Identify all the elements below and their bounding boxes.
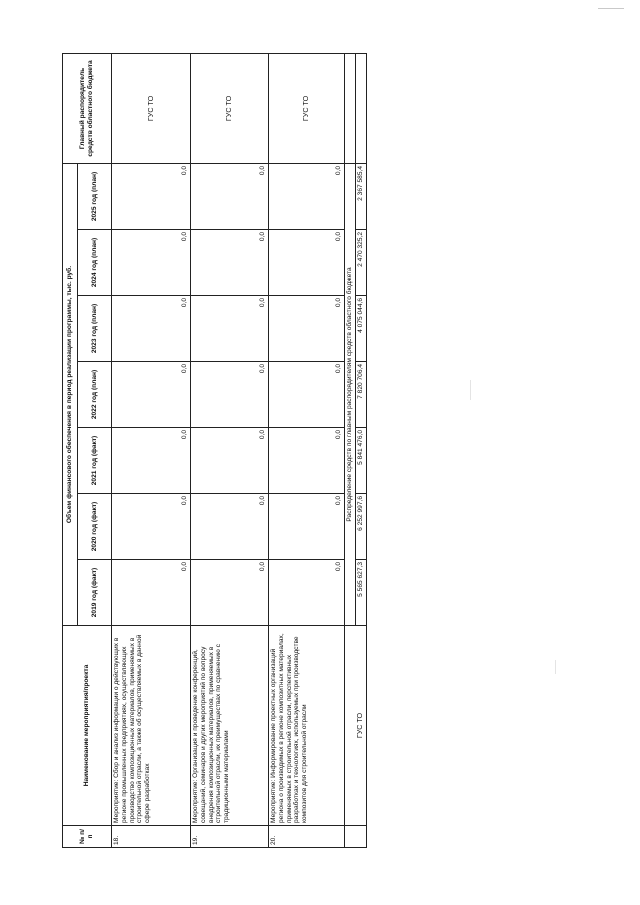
total-label: ГУС ТО: [355, 626, 366, 826]
header-finance-group: Объем финансового обеспечения в период реализации программы, тыс. руб.: [63, 163, 78, 625]
scan-mark: [470, 380, 471, 400]
row-value: 0,0: [269, 494, 345, 560]
total-value: 6 252 997,6: [355, 494, 366, 560]
header-manager: Главный распорядитель средств областного бюджета: [63, 53, 112, 163]
row-value: 0,0: [269, 428, 345, 494]
row-value: 0,0: [112, 494, 191, 560]
row-value: 0,0: [269, 230, 345, 296]
total-value: 7 820 706,4: [355, 362, 366, 428]
row-manager: ГУС ТО: [112, 53, 191, 163]
row-value: 0,0: [191, 362, 269, 428]
row-value: 0,0: [269, 362, 345, 428]
row-value: 0,0: [191, 494, 269, 560]
total-value: 5 841 476,0: [355, 428, 366, 494]
header-year: 2022 год (план): [78, 362, 112, 428]
row-value: 0,0: [112, 560, 191, 626]
row-value: 0,0: [112, 296, 191, 362]
row-value: 0,0: [112, 362, 191, 428]
row-value: 0,0: [269, 296, 345, 362]
row-value: 0,0: [191, 560, 269, 626]
header-year: 2024 год (план): [78, 230, 112, 296]
row-name: Мероприятие: Сбор и анализ информации о действующих в регионе промышленных предприятиях, осуществляющих производство композиционных материалов, применяемых в строительной отрасли, а также об осуществляемых в данной сфере разработках: [112, 626, 191, 826]
empty-cell: [355, 826, 366, 848]
scan-mark: [598, 8, 624, 9]
row-value: 0,0: [191, 296, 269, 362]
header-year: 2019 год (факт): [78, 560, 112, 626]
row-value: 0,0: [112, 163, 191, 229]
empty-cell: [345, 626, 356, 826]
header-year: 2020 год (факт): [78, 494, 112, 560]
row-number: 18.: [112, 826, 191, 848]
table-row: [191, 53, 269, 847]
total-value: 2 470 325,2: [355, 230, 366, 296]
empty-cell: [345, 826, 356, 848]
scan-mark: [555, 660, 556, 674]
row-manager: ГУС ТО: [191, 53, 269, 163]
row-number: 19.: [191, 826, 269, 848]
empty-cell: [355, 53, 366, 163]
row-value: 0,0: [112, 428, 191, 494]
header-name: Наименование мероприятия/проекта: [63, 626, 112, 826]
total-value: 4 075 044,6: [355, 296, 366, 362]
distribution-row: [345, 53, 356, 847]
row-name: Мероприятие: Организация и проведение конференций, совещаний, семинаров и других мероприятий по вопросу внедрения композиционных материалов, применяемых в строительной отрасли, их преимуществах по сравнению с традиционными материалами: [191, 626, 269, 826]
distribution-label: Распределение средств по главным распорядителям средств областного бюджета: [345, 163, 356, 625]
total-value: 2 367 585,4: [355, 163, 366, 229]
total-row: [355, 53, 366, 847]
row-value: 0,0: [269, 560, 345, 626]
header-year: 2023 год (план): [78, 296, 112, 362]
finance-table: [62, 53, 367, 848]
rotated-table-area: [62, 54, 364, 848]
table-row: [112, 53, 191, 847]
row-manager: ГУС ТО: [269, 53, 345, 163]
header-row: [63, 53, 78, 847]
row-value: 0,0: [269, 163, 345, 229]
empty-cell: [345, 53, 356, 163]
total-value: 5 565 627,3: [355, 560, 366, 626]
table-row: [269, 53, 345, 847]
row-value: 0,0: [191, 428, 269, 494]
header-year: 2025 год (план): [78, 163, 112, 229]
row-value: 0,0: [191, 230, 269, 296]
row-name: Мероприятие: Информирование проектных организаций региона о производимых в регионе композитных материалах, применяемых в строительной отрасли, перспективных разработках и технологиях, используемых при производстве композитов для строительной отрасли: [269, 626, 345, 826]
header-year: 2021 год (факт): [78, 428, 112, 494]
row-value: 0,0: [191, 163, 269, 229]
row-number: 20.: [269, 826, 345, 848]
row-value: 0,0: [112, 230, 191, 296]
header-num: № п/п: [63, 826, 112, 848]
